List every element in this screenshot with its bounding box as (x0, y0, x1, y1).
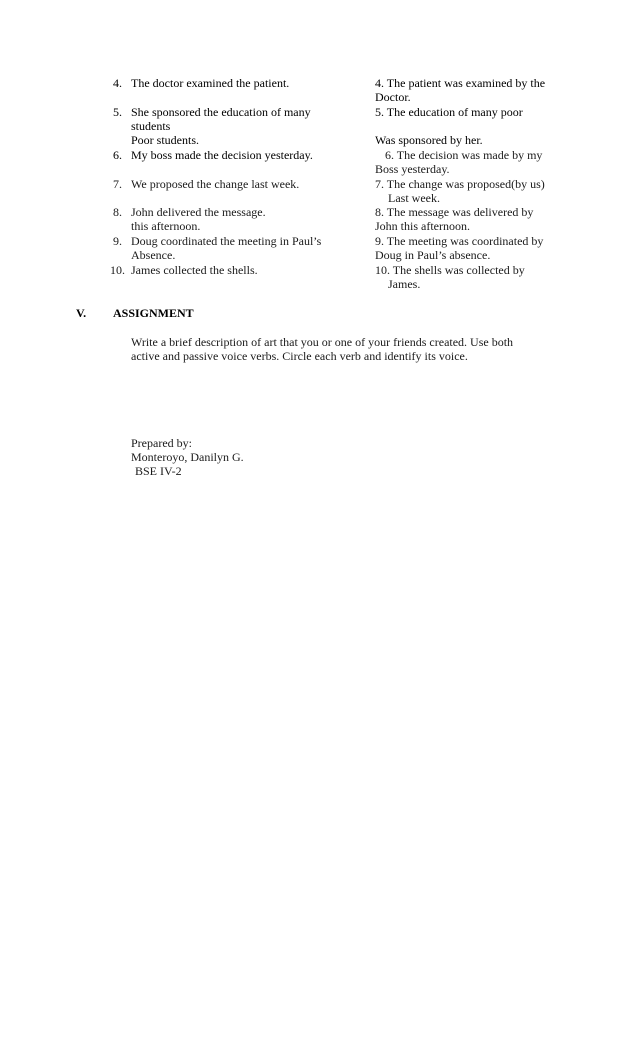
right-item-7-cont: Last week. (388, 191, 440, 205)
section-title: ASSIGNMENT (113, 306, 194, 320)
right-item-9-cont: Doug in Paul’s absence. (375, 248, 491, 262)
left-item-9-number: 9. (113, 234, 122, 248)
right-item-10-cont: James. (388, 277, 421, 291)
right-item-8: 8. The message was delivered by (375, 205, 534, 219)
right-item-6-cont: Boss yesterday. (375, 162, 450, 176)
right-item-7: 7. The change was proposed(by us) (375, 177, 545, 191)
right-item-8-cont: John this afternoon. (375, 219, 470, 233)
left-item-5-text-cont2: Poor students. (131, 133, 200, 147)
left-item-8-number: 8. (113, 205, 122, 219)
right-item-6: 6. The decision was made by my (385, 148, 543, 162)
prepared-by-label: Prepared by: (131, 436, 192, 450)
left-item-9-text: Doug coordinated the meeting in Paul’s (131, 234, 322, 248)
left-item-4-number: 4. (113, 76, 122, 90)
left-item-5-number: 5. (113, 105, 122, 119)
preparer-name: Monteroyo, Danilyn G. (131, 450, 244, 464)
left-item-10-number: 10. (110, 263, 125, 277)
left-item-5-text: She sponsored the education of many (131, 105, 311, 119)
left-item-9-text-cont: Absence. (131, 248, 176, 262)
right-item-5-cont: Was sponsored by her. (375, 133, 483, 147)
assignment-text-line-2: active and passive voice verbs. Circle each verb and identify its voice. (131, 349, 468, 363)
left-item-10-text: James collected the shells. (131, 263, 258, 277)
right-item-4-cont: Doctor. (375, 90, 411, 104)
right-item-5: 5. The education of many poor (375, 105, 523, 119)
right-item-4: 4. The patient was examined by the (375, 76, 546, 90)
left-item-6-number: 6. (113, 148, 122, 162)
preparer-course: BSE IV-2 (135, 464, 182, 478)
left-item-4-text: The doctor examined the patient. (131, 76, 290, 90)
assignment-text-line-1: Write a brief description of art that you or one of your friends created. Use both (131, 335, 514, 349)
left-item-5-text-cont: students (131, 119, 171, 133)
left-item-8-text-cont: this afternoon. (131, 219, 201, 233)
left-item-7-number: 7. (113, 177, 122, 191)
right-item-9: 9. The meeting was coordinated by (375, 234, 544, 248)
left-item-8-text: John delivered the message. (131, 205, 266, 219)
section-numeral: V. (76, 306, 87, 320)
left-item-6-text: My boss made the decision yesterday. (131, 148, 313, 162)
right-item-10: 10. The shells was collected by (375, 263, 525, 277)
left-item-7-text: We proposed the change last week. (131, 177, 300, 191)
